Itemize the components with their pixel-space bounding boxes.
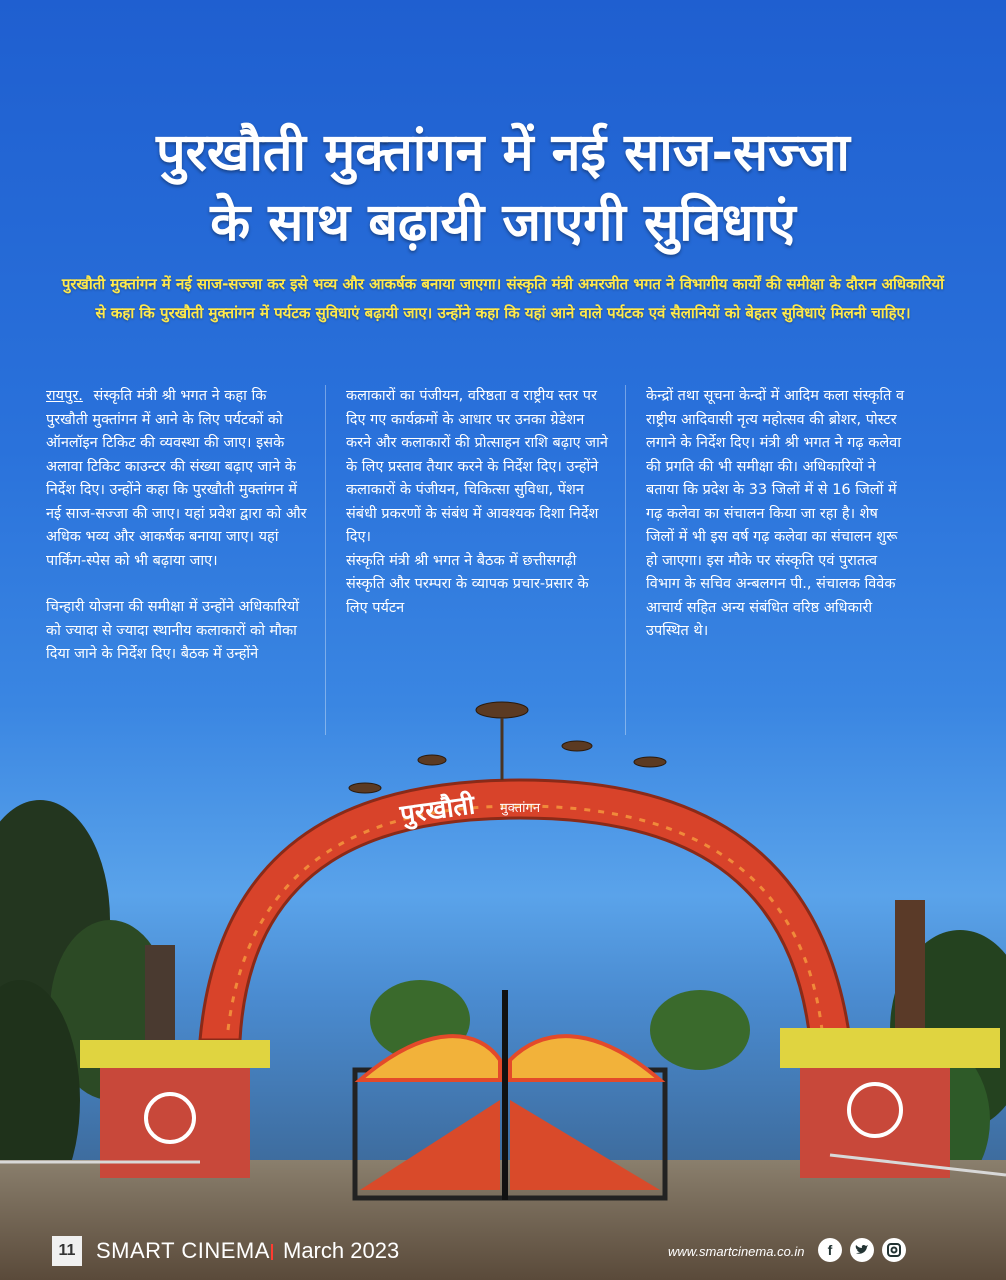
dateline: रायपुर. [46, 388, 83, 404]
column-3-paragraph-1: केन्द्रों तथा सूचना केन्दों में आदिम कला संस्कृति व राष्ट्रीय आदिवासी नृत्य महोत्सव की ब्रोशर, पोस्टर लगाने के निर्देश दिए। मंत्री श्री भगत ने गढ़ कलेवा की प्रगति की भी समीक्षा की। अधिकारियों ने बताया कि प्रदेश के 33 जिलों में से 16 जिलों में गढ़ कलेवा का संचालन किया जा रहा है। शेष जिलों में भी इस वर्ष गढ़ कलेवा का संचालन शुरू हो जाएगा। इस मौके पर संस्कृति एवं पुरातत्व विभाग के सचिव अन्बलगन पी., संचालक विवेक आचार्य सहित अन्य संबंधित वरिष्ठ अधिकारी उपस्थित थे। [646, 388, 905, 639]
column-2-paragraph-1: कलाकारों का पंजीयन, वरिष्ठता व राष्ट्रीय स्तर पर दिए गए कार्यक्रमों के आधार पर उनका ग्रेडेशन करने और कलाकारों की प्रोत्साहन राशि बढ़ाए जाने के लिए प्रस्ताव तैयार करने के निर्देश दिए। उन्होंने कलाकारों के पंजीयन, चिकित्सा सुविधा, पेंशन संबंधी प्रकरणों के संबंध में आवश्यक दिशा निर्देश दिए। [346, 388, 608, 545]
headline [40, 118, 966, 258]
column-2 [346, 385, 626, 735]
issue-month: March 2023 [283, 1238, 400, 1263]
website-link[interactable]: www.smartcinema.co.in [668, 1244, 805, 1259]
page-number: 11 [52, 1236, 82, 1266]
arch-sign-sub: मुक्तांगन [500, 801, 541, 816]
arch-sign-main: पुरखौती [398, 790, 477, 831]
archway-photo [0, 700, 1006, 1280]
intro-paragraph: पुरखौती मुक्तांगन में नई साज-सज्जा कर इसे भव्य और आकर्षक बनाया जाएगा। संस्कृति मंत्री अमरजीत भगत ने विभागीय कार्यों की समीक्षा के दौरान अधिकारियों से कहा कि पुरखौती मुक्तांगन में पर्यटक सुविधाएं बढ़ायी जाए। उन्होंने कहा कि यहां आने वाले पर्यटक एवं सैलानियों को बेहतर सुविधाएं मिलनी चाहिए। [61, 275, 945, 322]
column-1-paragraph-2: चिन्हारी योजना की समीक्षा में उन्होंने अधिकारियों को ज्यादा से ज्यादा स्थानीय कलाकारों को मौका दिया जाने के निर्देश दिए। बैठक में उन्होंने [46, 599, 300, 662]
headline-line-1: पुरखौती मुक्तांगन में नई साज-सज्जा [156, 123, 850, 183]
column-1 [46, 385, 326, 735]
magazine-brand: SMART CINEMA [96, 1238, 270, 1263]
column-1-text-1: संस्कृति मंत्री श्री भगत ने कहा कि पुरखौती मुक्तांगन में आने के लिए पर्यटकों को ऑनलॉइन टिकिट की व्यवस्था की जाए। इसके अलावा टिकिट काउन्टर की संख्या बढ़ाए जाने के निर्देश दिए। उन्होंने कहा कि पुरखौती मुक्तांगन में नई साज-सज्जा की जाए। यहां प्रवेश द्वारा को और अधिक भव्य और आकर्षक बनाया जाए। यहां पार्किंग-स्पेस को भी बढ़ाया जाए। [46, 388, 307, 569]
article-body [46, 385, 926, 735]
footer-separator [271, 1244, 273, 1260]
column-3 [646, 385, 926, 735]
headline-line-2: के साथ बढ़ायी जाएगी सुविधाएं [210, 193, 796, 253]
column-2-paragraph-2: संस्कृति मंत्री श्री भगत ने बैठक में छत्तीसगढ़ी संस्कृति और परम्परा के व्यापक प्रचार-प्रसार के लिए पर्यटन [346, 552, 589, 616]
column-1-paragraph-1 [46, 385, 309, 573]
arch [200, 780, 850, 1040]
instagram-icon[interactable] [882, 1238, 906, 1262]
facebook-icon[interactable]: f [818, 1238, 842, 1262]
twitter-icon[interactable] [850, 1238, 874, 1262]
page-footer [0, 1220, 1006, 1280]
